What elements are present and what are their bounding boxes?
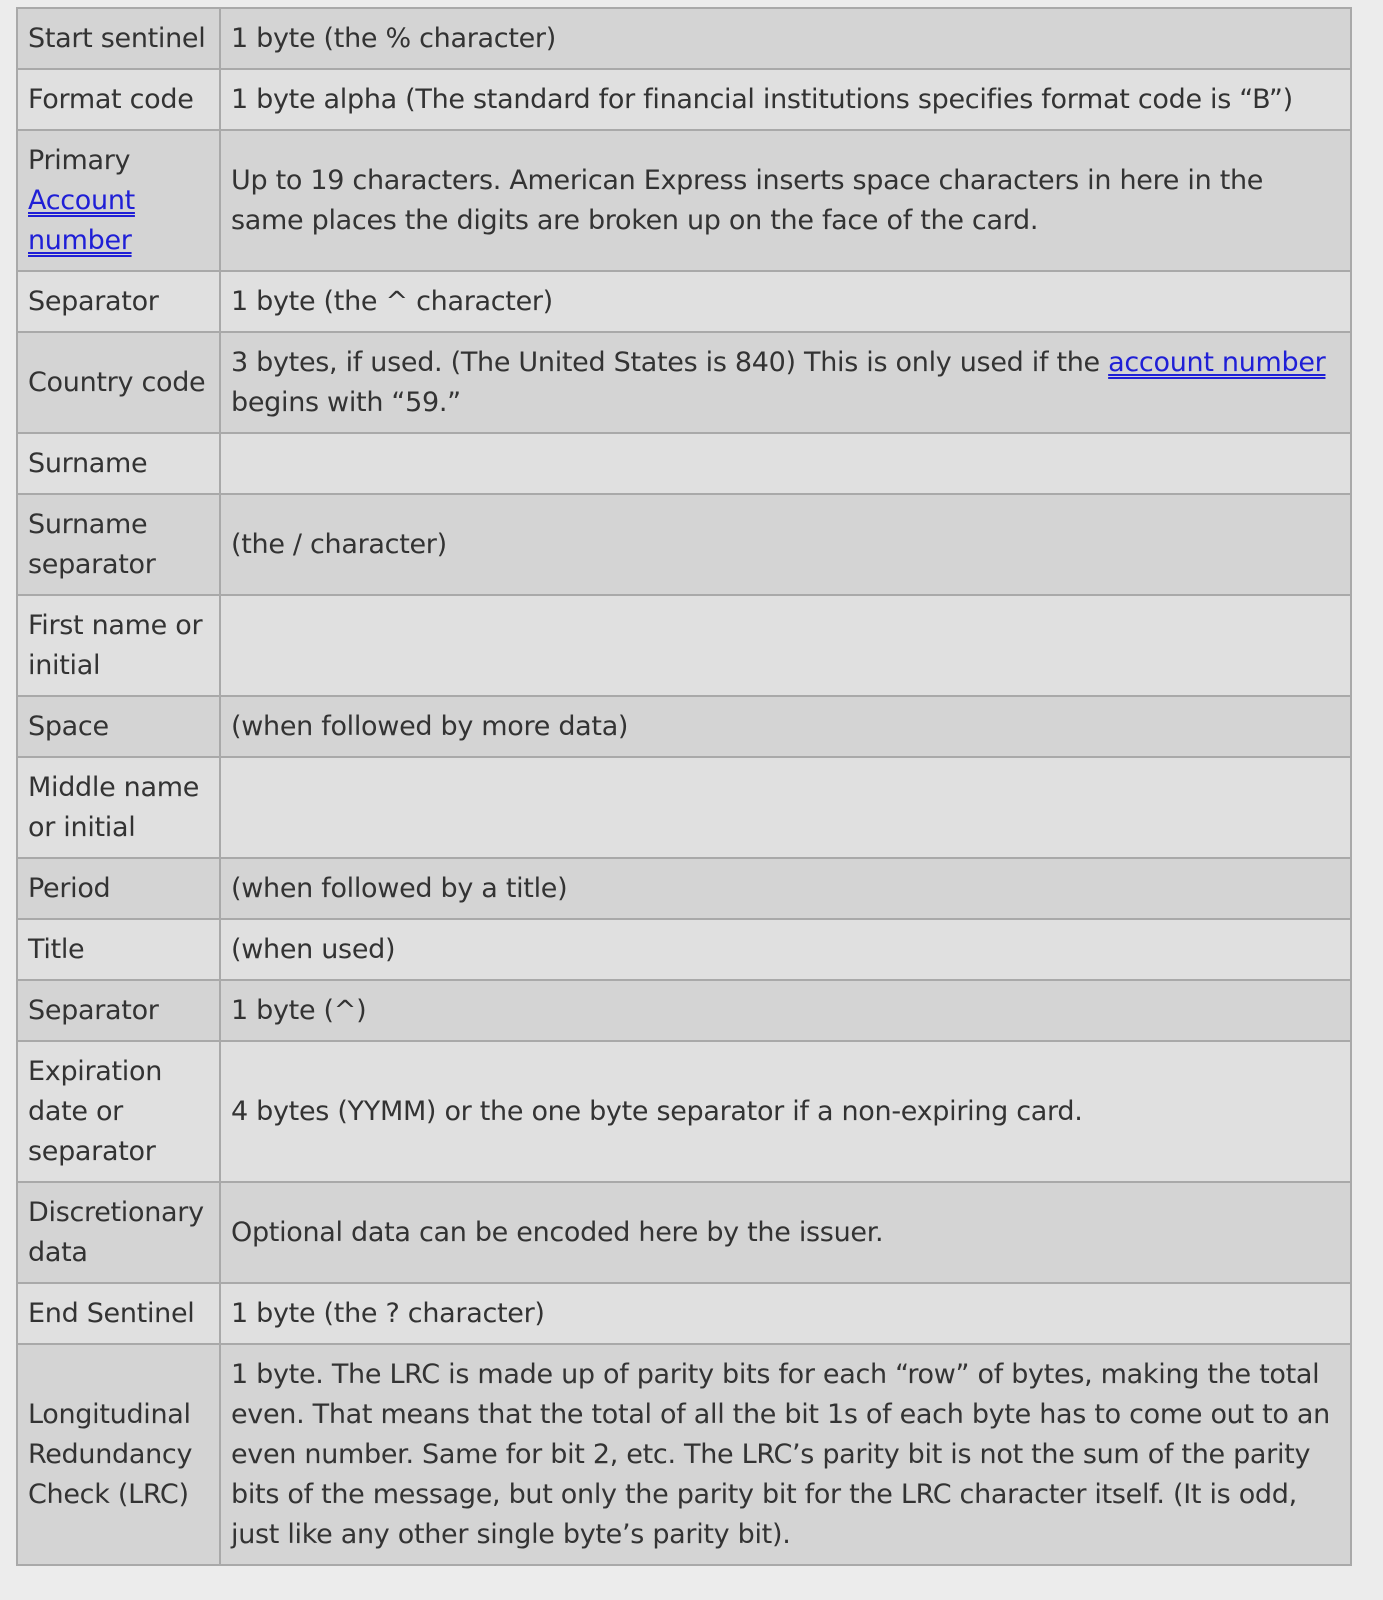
field-description-cell: Optional data can be encoded here by the issuer. [220, 1182, 1351, 1283]
field-name-cell: Surname [17, 433, 220, 494]
table-row [17, 858, 1351, 919]
field-description-cell: (when followed by more data) [220, 696, 1351, 757]
field-description-cell: 1 byte (^) [220, 980, 1351, 1041]
field-description-cell: Up to 19 characters. American Express inserts space characters in here in the same places the digits are broken up on the face of the card. [220, 130, 1351, 271]
description-text: 3 bytes, if used. (The United States is 840) This is only used if the [231, 346, 1109, 378]
field-description-cell [220, 757, 1351, 858]
field-description-cell: (when followed by a title) [220, 858, 1351, 919]
table-row [17, 433, 1351, 494]
field-name-cell: Middle name or initial [17, 757, 220, 858]
table-row [17, 1283, 1351, 1344]
field-description-cell [220, 332, 1351, 433]
table-row [17, 595, 1351, 696]
table-row [17, 696, 1351, 757]
field-name-cell [17, 130, 220, 271]
description-text: begins with “59.” [231, 386, 461, 418]
field-description-cell: 1 byte (the ^ character) [220, 271, 1351, 332]
field-name-cell: Separator [17, 271, 220, 332]
field-description-cell [220, 595, 1351, 696]
table-row [17, 494, 1351, 595]
field-description-cell [220, 433, 1351, 494]
table-row [17, 919, 1351, 980]
table-row [17, 130, 1351, 271]
track-format-table [16, 7, 1352, 1566]
track-format-table-container [16, 7, 1352, 1566]
field-name-cell: Discretionary data [17, 1182, 220, 1283]
field-name-cell: Longitudinal Redundancy Check (LRC) [17, 1344, 220, 1565]
field-name-text: Primary [28, 144, 131, 176]
account-number-link[interactable]: Account number [28, 184, 135, 256]
field-name-cell: Expiration date or separator [17, 1041, 220, 1182]
field-description-cell: 1 byte (the ? character) [220, 1283, 1351, 1344]
field-description-cell: (when used) [220, 919, 1351, 980]
table-row [17, 8, 1351, 69]
field-name-cell: Start sentinel [17, 8, 220, 69]
account-number-inline-link[interactable]: account number [1108, 346, 1326, 378]
table-row [17, 271, 1351, 332]
field-name-cell: Country code [17, 332, 220, 433]
field-name-cell: Period [17, 858, 220, 919]
field-name-cell: Separator [17, 980, 220, 1041]
table-row [17, 332, 1351, 433]
table-row [17, 69, 1351, 130]
field-name-cell: Space [17, 696, 220, 757]
field-description-cell: 1 byte. The LRC is made up of parity bits for each “row” of bytes, making the total even. That means that the total of all the bit 1s of each byte has to come out to an even number. Same for bit 2, etc. The LRC’s parity bit is not the sum of the parity bits of the message, but only the parity bit for the LRC character itself. (It is odd, just like any other single byte’s parity bit). [220, 1344, 1351, 1565]
table-row [17, 1344, 1351, 1565]
field-description-cell: 4 bytes (YYMM) or the one byte separator if a non-expiring card. [220, 1041, 1351, 1182]
field-description-cell: 1 byte alpha (The standard for financial institutions specifies format code is “B”) [220, 69, 1351, 130]
table-row [17, 980, 1351, 1041]
field-description-cell: 1 byte (the % character) [220, 8, 1351, 69]
field-name-cell: Title [17, 919, 220, 980]
table-row [17, 1041, 1351, 1182]
field-name-cell: End Sentinel [17, 1283, 220, 1344]
field-name-cell: First name or initial [17, 595, 220, 696]
field-description-cell: (the / character) [220, 494, 1351, 595]
field-name-cell: Format code [17, 69, 220, 130]
table-row [17, 757, 1351, 858]
table-row [17, 1182, 1351, 1283]
field-name-cell: Surname separator [17, 494, 220, 595]
